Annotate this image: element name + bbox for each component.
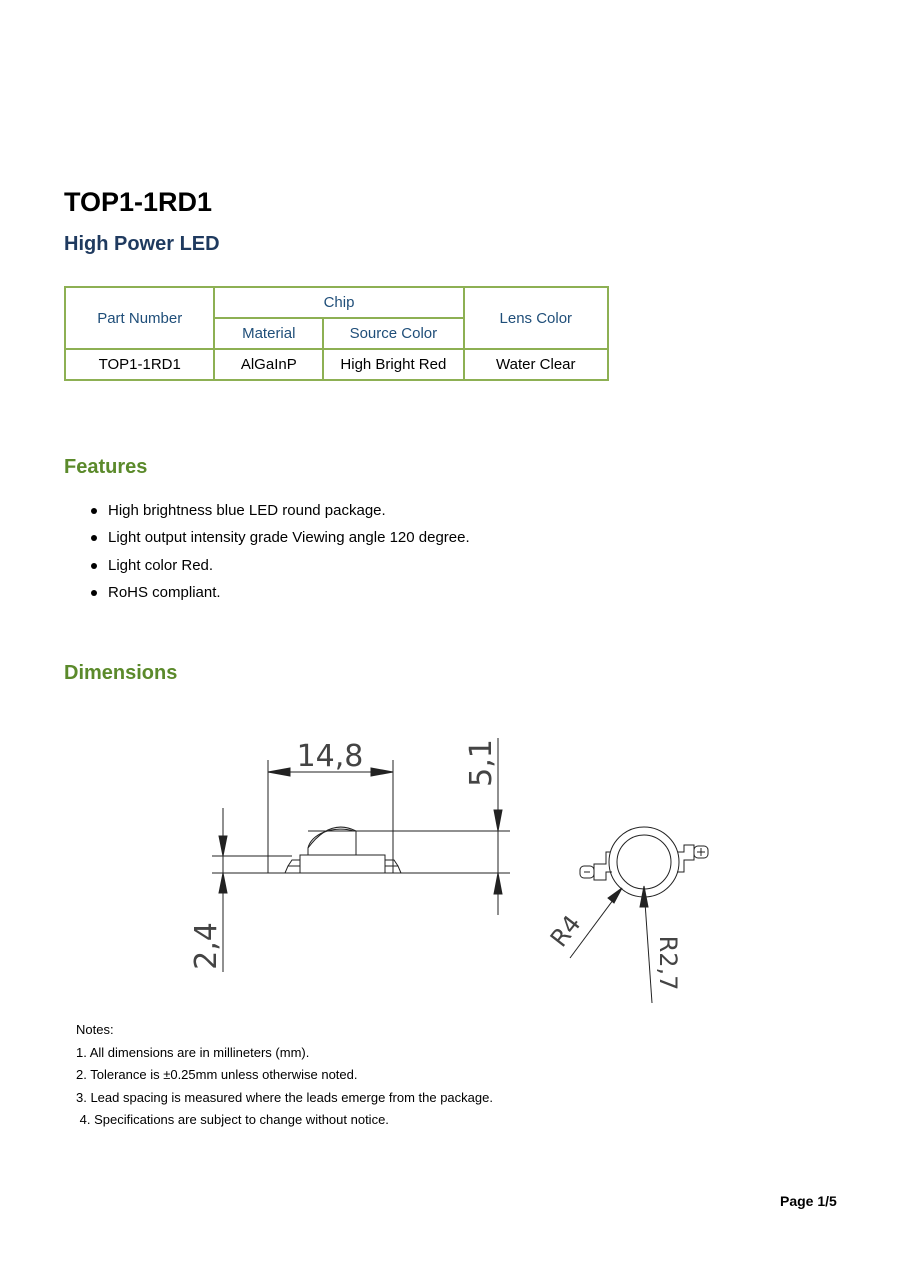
header-lens-color: Lens Color	[464, 287, 608, 349]
spec-table	[64, 286, 609, 381]
dimension-drawing	[0, 700, 900, 1010]
list-item	[88, 527, 470, 554]
list-item	[88, 555, 470, 582]
note-item: 3. Lead spacing is measured where the leads emerge from the package.	[76, 1089, 493, 1105]
cell-source-color: High Bright Red	[323, 349, 463, 380]
header-part-number: Part Number	[65, 287, 214, 349]
cell-part-number: TOP1-1RD1	[65, 349, 214, 380]
radius-inner-label: R2,7	[654, 935, 682, 991]
note-item: 1. All dimensions are in millineters (mm).	[76, 1044, 310, 1060]
lead-height-label: 2,4	[189, 922, 224, 970]
product-title: TOP1-1RD1	[64, 187, 213, 217]
header-material: Material	[214, 318, 323, 349]
product-subtitle: High Power LED	[64, 233, 220, 255]
feature-text: Light color Red.	[108, 556, 214, 574]
notes	[76, 1019, 493, 1132]
top-view	[570, 827, 708, 1003]
cell-material: AlGaInP	[214, 349, 323, 380]
cell-lens-color: Water Clear	[464, 349, 608, 380]
note-item: 2. Tolerance is ±0.25mm unless otherwise noted.	[76, 1067, 358, 1082]
header-chip: Chip	[214, 287, 463, 318]
radius-outer-label: R4	[544, 909, 587, 953]
header-source-color: Source Color	[323, 318, 463, 349]
bullet-icon	[91, 508, 97, 514]
features-heading: Features	[64, 456, 148, 478]
bullet-icon	[91, 535, 97, 541]
feature-text: Light output intensity grade Viewing angle 120 degree.	[108, 529, 470, 547]
list-item	[88, 500, 470, 527]
table-row	[65, 349, 608, 380]
page-number: Page 1/5	[780, 1193, 837, 1209]
bullet-icon	[91, 590, 97, 596]
bullet-icon	[91, 563, 97, 569]
list-item	[88, 582, 470, 609]
dimensions-heading: Dimensions	[64, 662, 178, 684]
note-item: 4. Specifications are subject to change without notice.	[76, 1112, 389, 1127]
width-label: 14,8	[296, 739, 364, 774]
feature-text: RoHS compliant.	[108, 583, 221, 601]
notes-heading: Notes:	[76, 1022, 114, 1037]
feature-text: High brightness blue LED round package.	[108, 502, 386, 519]
features-list	[88, 500, 470, 609]
height-label: 5,1	[464, 739, 499, 787]
